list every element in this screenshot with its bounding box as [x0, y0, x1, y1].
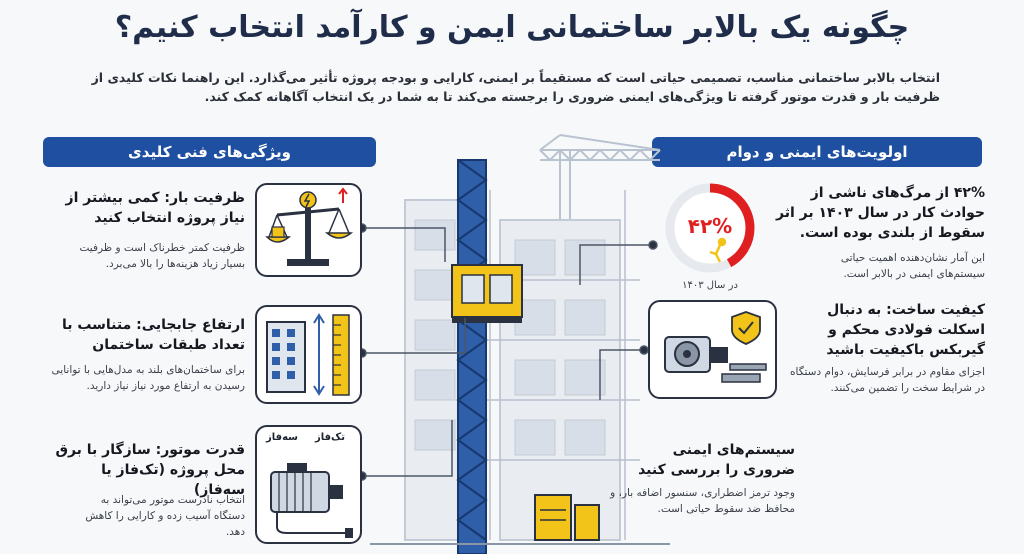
- gearbox-shield-icon: [650, 302, 775, 397]
- scale-icon-box: [255, 183, 362, 277]
- safety-systems-title: سیستم‌های ایمنی ضروری را بررسی کنید: [638, 442, 795, 478]
- lift-height-title: ارتفاع جابجایی: متناسب با تعداد طبقات ساختمان: [61, 317, 245, 353]
- intro-text: انتخاب بالابر ساختمانی مناسب، تصمیمی حیاتی است که مستقیماً بر ایمنی، کارایی و بودجه پروژه تأثیر می‌گذارد. این راهنما نکات کلیدی از ظرفیت بار و قدرت موتور گرفته تا ویژگی‌های ایمنی ضروری را برجسته می‌کند تا به شما در یک انتخاب آگاهانه کمک کند.: [91, 70, 940, 104]
- motor-power-title: قدرت موتور: سازگار با برق محل پروژه (تک‌فاز یا سه‌فاز): [55, 442, 245, 498]
- section-header-safety: اولویت‌های ایمنی و دوام: [652, 137, 982, 167]
- motor-icon: [257, 427, 360, 542]
- load-capacity-title: ظرفیت بار: کمی بیشتر از نیاز پروژه انتخاب کنید: [65, 190, 245, 226]
- gearbox-icon-box: [648, 300, 777, 399]
- section-header-technical: ویژگی‌های فنی کلیدی: [43, 137, 376, 167]
- fall-stat-title: ۴۲% از مرگ‌های ناشی از حوادث کار در سال ۱۴۰۳ بر اثر سقوط از بلندی بوده است.: [776, 185, 985, 241]
- build-quality-title: کیفیت ساخت: به دنبال اسکلت فولادی محکم و گیربکس باکیفیت باشید: [826, 302, 985, 358]
- page-title: چگونه یک بالابر ساختمانی ایمن و کارآمد انتخاب کنیم؟: [114, 10, 910, 45]
- building-height-icon: [257, 307, 360, 402]
- fall-stat-gauge: [660, 178, 760, 278]
- single-phase-label: تک‌فاز: [314, 432, 346, 443]
- scale-icon: [257, 185, 360, 275]
- fall-stat-desc: این آمار نشان‌دهنده اهمیت حیاتی سیستم‌های ایمنی در بالابر است.: [840, 252, 985, 280]
- lift-height-desc: برای ساختمان‌های بلند به مدل‌هایی با توانایی رسیدن به ارتفاع مورد نیاز نیاز دارید.: [51, 364, 245, 392]
- gauge-percent-label: ۴۲%: [687, 214, 733, 238]
- three-phase-label: سه‌فاز: [266, 432, 298, 443]
- stat-year-caption: در سال ۱۴۰۳: [682, 280, 738, 291]
- building-height-icon-box: [255, 305, 362, 404]
- build-quality-desc: اجزای مقاوم در برابر فرسایش، دوام دستگاه در شرایط سخت را تضمین می‌کنند.: [790, 366, 985, 394]
- safety-systems-desc: وجود ترمز اضطراری، سنسور اضافه بار، و محافظ ضد سقوط حیاتی است.: [610, 487, 795, 515]
- motor-power-desc: انتخاب نادرست موتور می‌تواند به دستگاه آسیب زده و کارایی را کاهش دهد.: [85, 494, 245, 538]
- load-capacity-desc: ظرفیت کمتر خطرناک است و ظرفیت بسیار زیاد هزینه‌ها را بالا می‌برد.: [79, 242, 245, 270]
